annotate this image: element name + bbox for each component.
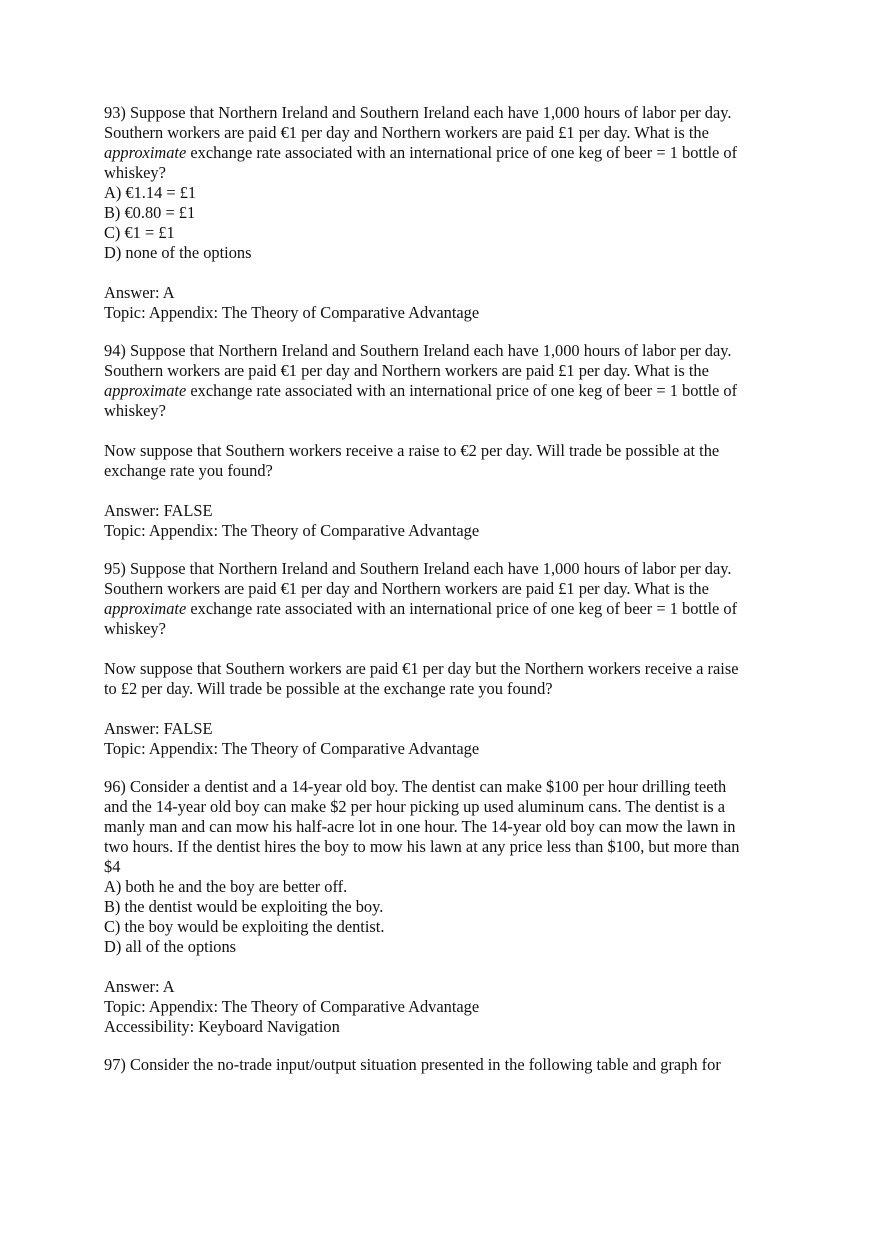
question-stem-line: whiskey?	[104, 401, 166, 420]
question-96	[104, 777, 784, 1037]
question-stem-line: Southern workers are paid €1 per day and Northern workers are paid £1 per day. What is the	[104, 361, 709, 380]
question-stem-line: whiskey?	[104, 163, 166, 182]
answer-option: D) all of the options	[104, 937, 237, 956]
question-stem-line: manly man and can mow his half-acre lot in one hour. The 14-year old boy can mow the lawn in	[104, 817, 736, 836]
question-stem-line: Southern workers are paid €1 per day and Northern workers are paid £1 per day. What is the	[104, 123, 709, 142]
question-97	[104, 1055, 784, 1075]
answer-option: B) the dentist would be exploiting the boy.	[104, 897, 384, 916]
question-stem-line: 95) Suppose that Northern Ireland and Southern Ireland each have 1,000 hours of labor per day.	[104, 559, 732, 578]
question-stem-line	[104, 143, 784, 163]
topic-line: Topic: Appendix: The Theory of Comparative Advantage	[104, 739, 480, 758]
answer-option: D) none of the options	[104, 243, 252, 262]
question-stem-line: whiskey?	[104, 619, 166, 638]
document-page	[104, 103, 784, 1075]
question-stem-line: Southern workers are paid €1 per day and Northern workers are paid £1 per day. What is the	[104, 579, 709, 598]
topic-line: Topic: Appendix: The Theory of Comparative Advantage	[104, 521, 480, 540]
answer-line: Answer: A	[104, 283, 175, 302]
italic-word: approximate	[104, 599, 187, 618]
answer-line: Answer: A	[104, 977, 175, 996]
question-stem-line	[104, 599, 784, 619]
answer-option: B) €0.80 = £1	[104, 203, 196, 222]
followup-line: to £2 per day. Will trade be possible at the exchange rate you found?	[104, 679, 553, 698]
italic-word: approximate	[104, 143, 187, 162]
answer-line: Answer: FALSE	[104, 501, 213, 520]
question-stem-line: and the 14-year old boy can make $2 per hour picking up used aluminum cans. The dentist is a	[104, 797, 726, 816]
followup-line: exchange rate you found?	[104, 461, 273, 480]
italic-word: approximate	[104, 381, 187, 400]
topic-line: Topic: Appendix: The Theory of Comparative Advantage	[104, 997, 480, 1016]
question-stem-line: 96) Consider a dentist and a 14-year old boy. The dentist can make $100 per hour drilling teeth	[104, 777, 727, 796]
question-93	[104, 103, 784, 323]
answer-line: Answer: FALSE	[104, 719, 213, 738]
accessibility-line: Accessibility: Keyboard Navigation	[104, 1017, 340, 1036]
answer-option: A) €1.14 = £1	[104, 183, 197, 202]
followup-line: Now suppose that Southern workers receive a raise to €2 per day. Will trade be possible at the	[104, 441, 720, 460]
question-stem-line: $4	[104, 857, 121, 876]
question-stem-line: 94) Suppose that Northern Ireland and Southern Ireland each have 1,000 hours of labor per day.	[104, 341, 732, 360]
stem-text: exchange rate associated with an international price of one keg of beer = 1 bottle of	[186, 143, 738, 162]
question-95	[104, 559, 784, 759]
question-94	[104, 341, 784, 541]
question-stem-line	[104, 381, 784, 401]
answer-option: C) the boy would be exploiting the dentist.	[104, 917, 385, 936]
topic-line: Topic: Appendix: The Theory of Comparative Advantage	[104, 303, 480, 322]
question-stem-line: two hours. If the dentist hires the boy to mow his lawn at any price less than $100, but more than	[104, 837, 740, 856]
stem-text: exchange rate associated with an international price of one keg of beer = 1 bottle of	[186, 381, 738, 400]
stem-text: exchange rate associated with an international price of one keg of beer = 1 bottle of	[186, 599, 738, 618]
followup-line: Now suppose that Southern workers are paid €1 per day but the Northern workers receive a raise	[104, 659, 739, 678]
answer-option: C) €1 = £1	[104, 223, 175, 242]
question-stem-line: 97) Consider the no-trade input/output situation presented in the following table and graph for	[104, 1055, 721, 1074]
answer-option: A) both he and the boy are better off.	[104, 877, 348, 896]
question-stem-line: 93) Suppose that Northern Ireland and Southern Ireland each have 1,000 hours of labor per day.	[104, 103, 732, 122]
